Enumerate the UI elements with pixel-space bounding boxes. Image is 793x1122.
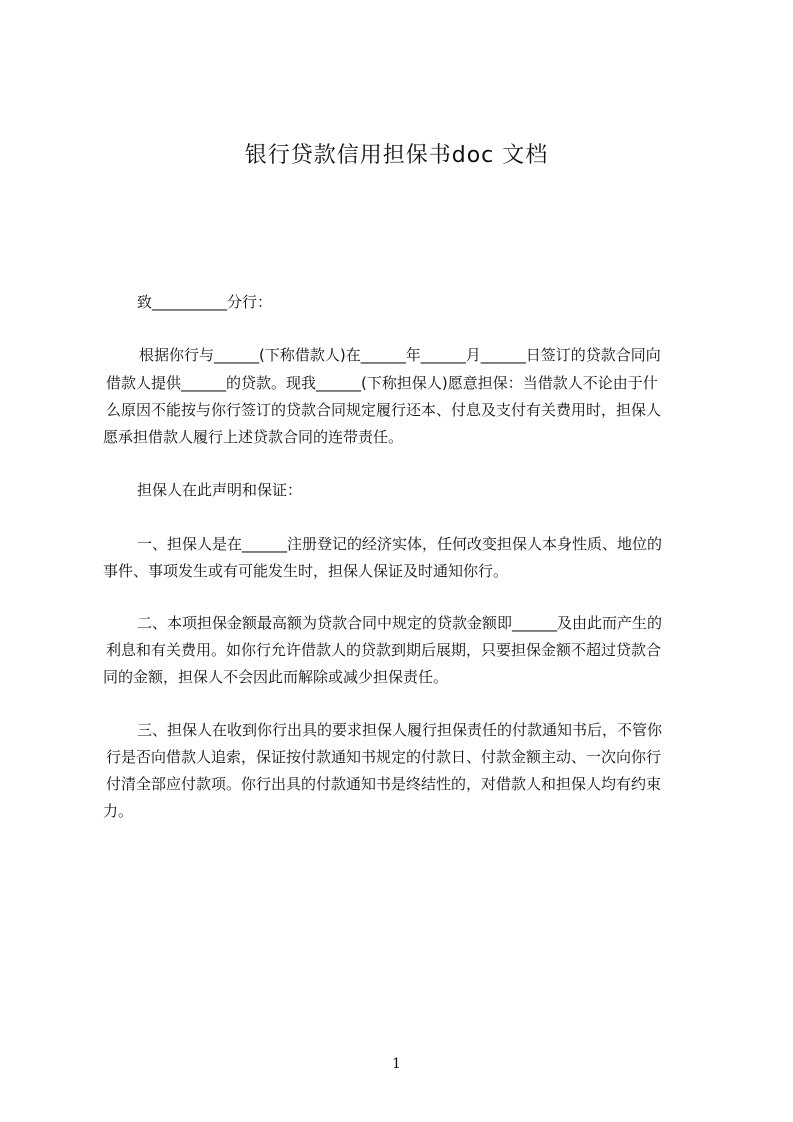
- addressee-line: 致__________分行：: [137, 293, 273, 311]
- paragraph-line: 行是否向借款人追索，保证按付款通知书规定的付款日、付款金额主动、一次向你行: [106, 748, 662, 766]
- paragraph-line: 愿承担借款人履行上述贷款合同的连带责任。: [103, 428, 404, 446]
- paragraph-line: 借款人提供______的贷款。现我______(下称担保人)愿意担保：当借款人不论由于什: [106, 374, 658, 392]
- declaration-intro: 担保人在此声明和保证：: [137, 481, 303, 499]
- paragraph-line: 付清全部应付款项。你行出具的付款通知书是终结性的，对借款人和担保人均有约束: [106, 775, 662, 793]
- document-title: 银行贷款信用担保书doc 文档: [244, 143, 549, 168]
- paragraph-line: 同的金额，担保人不会因此而解除或减少担保责任。: [103, 668, 449, 686]
- paragraph-line: 么原因不能按与你行签订的贷款合同规定履行还本、付息及支付有关费用时，担保人: [106, 401, 662, 419]
- paragraph-line: 力。: [103, 802, 134, 820]
- paragraph-line: 三、担保人在收到你行出具的要求担保人履行担保责任的付款通知书后，不管你: [137, 721, 663, 739]
- paragraph-line: 利息和有关费用。如你行允许借款人的贷款到期后展期，只要担保金额不超过贷款合: [106, 641, 662, 659]
- paragraph-line: 二、本项担保金额最高额为贷款合同中规定的贷款金额即______及由此而产生的: [137, 614, 663, 632]
- page-number: 1: [392, 1056, 401, 1072]
- paragraph-line: 事件、事项发生或有可能发生时，担保人保证及时通知你行。: [103, 562, 509, 580]
- paragraph-line: 根据你行与______(下称借款人)在______年______月______日签订的贷款合同向: [139, 346, 661, 364]
- paragraph-line: 一、担保人是在______注册登记的经济实体，任何改变担保人本身性质、地位的: [137, 535, 663, 553]
